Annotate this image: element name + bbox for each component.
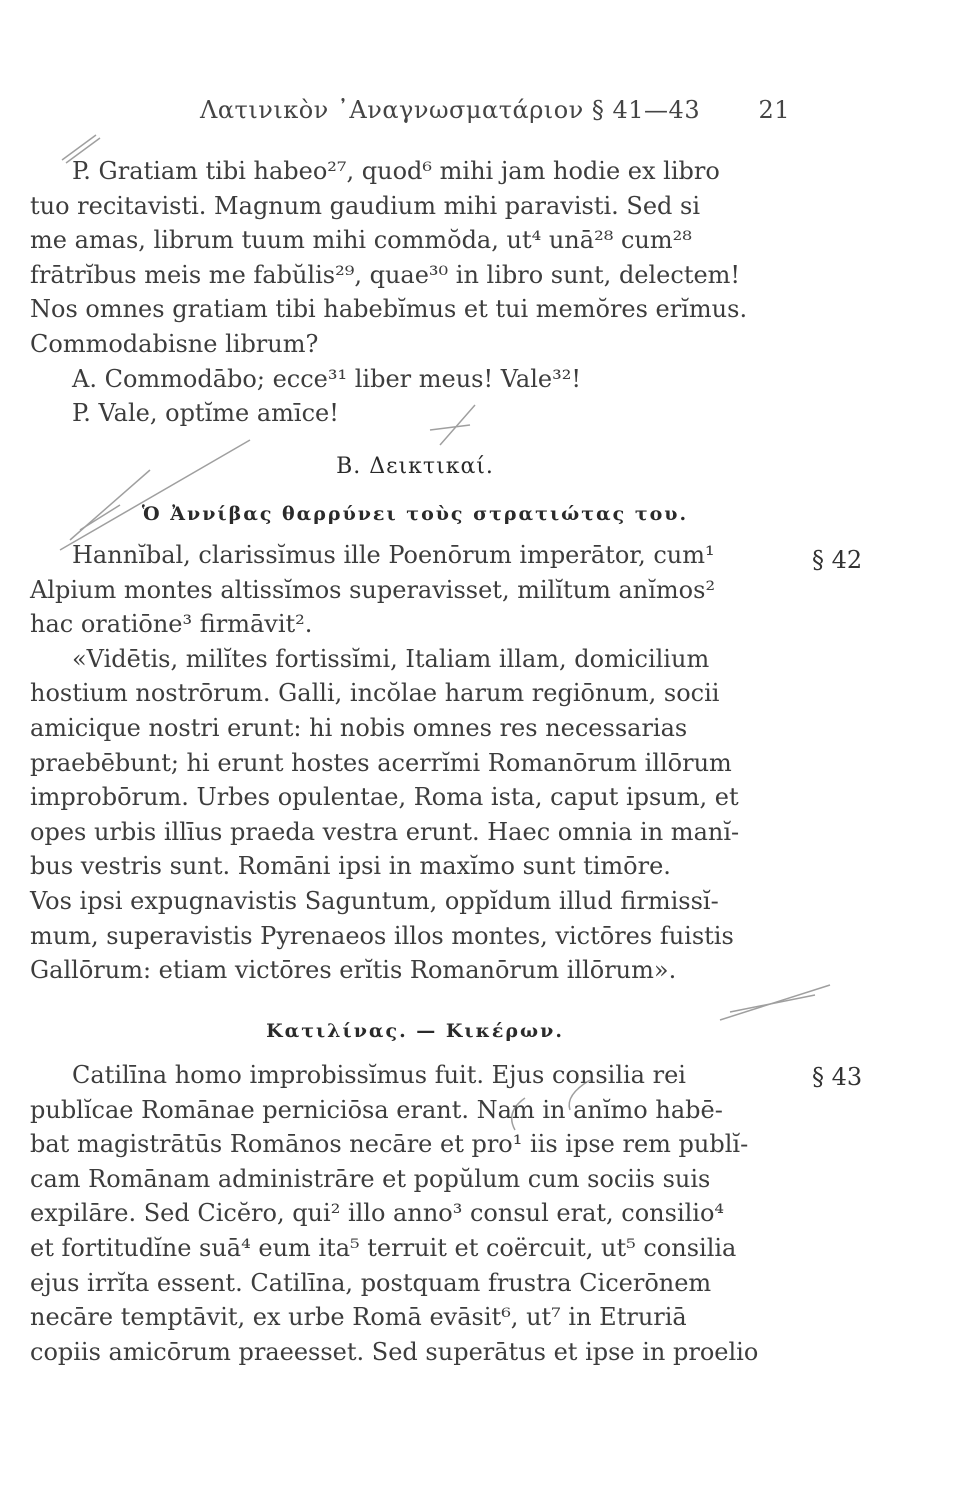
dialogue-line: Commodabisne librum?	[30, 329, 319, 358]
text-line: et fortitudĭne suā⁴ eum ita⁵ terruit et coërcuit, ut⁵ consilia	[30, 1233, 737, 1262]
section-heading: B. Δεικτικαί.	[336, 454, 494, 479]
dialogue-line: frātrĭbus meis me fabŭlis²⁹, quae³⁰ in libro sunt, delectem!	[30, 260, 741, 289]
dialogue-line: P. Vale, optĭme amīce!	[72, 399, 339, 428]
text-line: opes urbis illīus praeda vestra erunt. Haec omnia in manĭ-	[30, 817, 740, 846]
dialogue-line: P. Gratiam tibi habeo²⁷, quod⁶ mihi jam hodie ex libro	[72, 157, 720, 185]
page-number: 21	[758, 96, 790, 124]
dialogue-line: tuo recitavisti. Magnum gaudium mihi paravisti. Sed si	[30, 191, 701, 220]
hannibal-paragraph	[30, 538, 800, 988]
section-subheading: Ὁ Ἀννίβας θαρρύνει τοὺς στρατιώτας του.	[141, 503, 689, 525]
text-line: hostium nostrōrum. Galli, incŏlae harum regiōnum, socii	[30, 679, 720, 708]
dialogue-line: Nos omnes gratiam tibi habebĭmus et tui memŏres erĭmus.	[30, 295, 748, 324]
text-line: mum, superavistis Pyrenaeos illos montes, victōres fuistis	[30, 921, 734, 950]
text-line: Catilīna homo improbissĭmus fuit. Ejus consilia rei	[72, 1061, 686, 1089]
dialogue-block	[30, 154, 800, 431]
text-line: praebēbunt; hi erunt hostes acerrĭmi Romanōrum illōrum	[30, 748, 732, 777]
text-line: improbōrum. Urbes opulentae, Roma ista, caput ipsum, et	[30, 783, 739, 812]
text-line: publĭcae Romānae perniciōsa erant. Nam in anĭmo habē-	[30, 1095, 723, 1124]
text-line: expilāre. Sed Cicĕro, qui² illo anno³ consul erat, consilio⁴	[30, 1199, 725, 1228]
running-head-title: Λατινικὸν ᾿Αναγνωσματάριον § 41—43	[200, 96, 701, 124]
text-line: necāre temptāvit, ex urbe Romā evāsit⁶, ut⁷ in Etruriā	[30, 1303, 687, 1332]
text-line: hac oratiōne³ firmāvit².	[30, 610, 313, 639]
text-line: «Vidētis, milĭtes fortissĭmi, Italiam illam, domicilium	[72, 644, 710, 673]
text-line: cam Romānam administrāre et popŭlum cum sociis suis	[30, 1164, 711, 1193]
text-line: bus vestris sunt. Romāni ipsi in maxĭmo sunt timōre.	[30, 852, 671, 881]
text-line: bat magistrātūs Romānos necāre et pro¹ iis ipse rem publĭ-	[30, 1130, 749, 1159]
text-line: ejus irrĭta essent. Catilīna, postquam frustra Cicerōnem	[30, 1268, 712, 1297]
pencil-stroke	[720, 985, 830, 1020]
text-line: Hannĭbal, clarissĭmus ille Poenōrum imperātor, cum¹	[72, 541, 715, 569]
text-line: copiis amicōrum praeesset. Sed superātus et ipse in proelio	[30, 1337, 759, 1366]
dialogue-line: me amas, librum tuum mihi commŏda, ut⁴ unā²⁸ cum²⁸	[30, 226, 692, 255]
pencil-stroke	[730, 995, 815, 1012]
section-mark: § 43	[812, 1063, 863, 1091]
text-line: Gallōrum: etiam victōres erĭtis Romanōrum illōrum».	[30, 956, 677, 985]
catilina-paragraph	[30, 1058, 800, 1369]
dialogue-line: A. Commodābo; ecce³¹ liber meus! Vale³²!	[72, 364, 581, 393]
text-line: amicique nostri erunt: hi nobis omnes res necessarias	[30, 713, 688, 742]
text-line: Alpium montes altissĭmos superavisset, milĭtum anĭmos²	[30, 575, 716, 604]
text-line: Vos ipsi expugnavistis Saguntum, oppĭdum illud firmissĭ-	[30, 886, 719, 915]
section-mark: § 42	[812, 546, 863, 574]
section-heading: Κατιλίνας. — Κικέρων.	[266, 1020, 564, 1042]
